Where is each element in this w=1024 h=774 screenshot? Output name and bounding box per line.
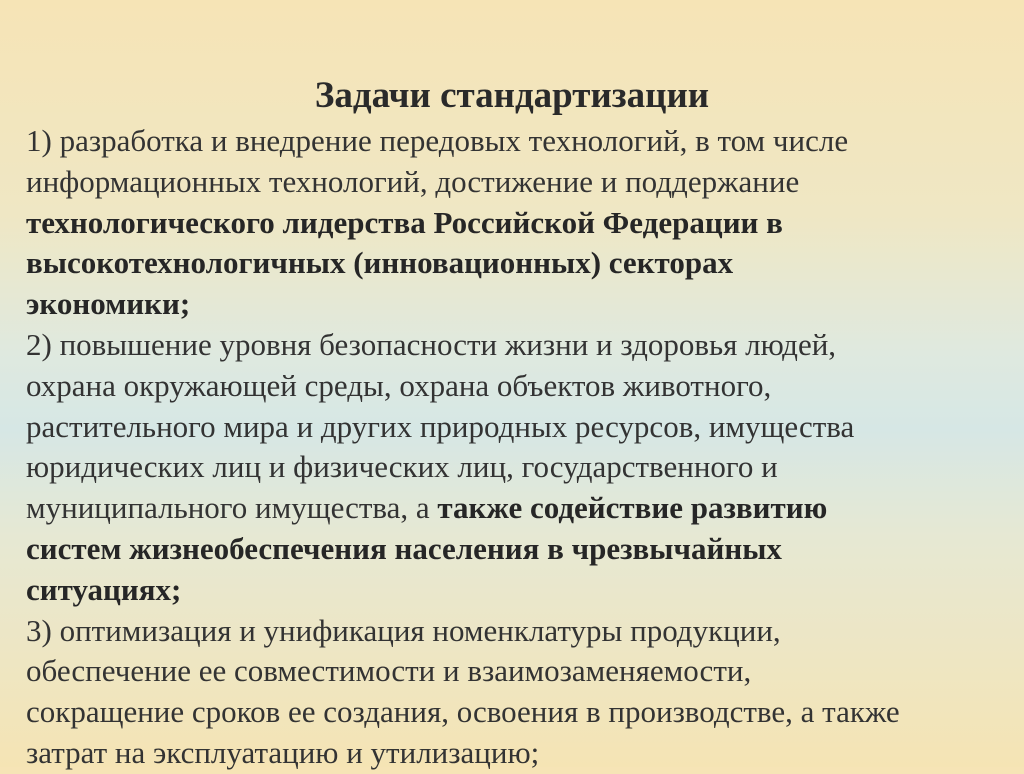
text-line [26, 407, 1001, 448]
text-segment: сокращение сроков ее создания, освоения в производстве, а также [26, 694, 900, 730]
bold-text-segment: технологического лидерства Российской Федерации в [26, 204, 783, 240]
text-line [26, 203, 1001, 244]
text-line [26, 243, 1001, 284]
text-line [26, 447, 1001, 488]
text-line [26, 121, 1001, 162]
bold-text-segment: систем жизнеобеспечения населения в чрезвычайных [26, 530, 782, 566]
text-line [26, 733, 1001, 774]
text-line [26, 611, 1001, 652]
bold-text-segment: также содействие развитию [437, 490, 828, 526]
text-segment: растительного мира и других природных ресурсов, имущества [26, 408, 855, 444]
text-segment: информационных технологий, достижение и поддержание [26, 163, 800, 199]
text-line [26, 570, 1001, 611]
text-line [26, 325, 1001, 366]
text-segment: обеспечение ее совместимости и взаимозаменяемости, [26, 653, 752, 689]
text-line [26, 529, 1001, 570]
text-segment: юридических лиц и физических лиц, государственного и [26, 449, 778, 485]
bold-text-segment: ситуациях; [26, 571, 182, 607]
slide-title: Задачи стандартизации [314, 75, 710, 116]
text-segment: охрана окружающей среды, охрана объектов животного, [26, 367, 772, 403]
bold-text-segment: экономики; [26, 286, 191, 322]
bold-text-segment: высокотехнологичных (инновационных) секторах [26, 245, 734, 281]
text-line [26, 692, 1001, 733]
text-line [26, 488, 1001, 529]
text-segment: 1) разработка и внедрение передовых технологий, в том числе [26, 123, 849, 158]
text-segment: муниципального имущества, а [26, 490, 438, 526]
slide-body [26, 121, 1001, 774]
text-line [26, 366, 1001, 407]
text-segment: 3) оптимизация и унификация номенклатуры продукции, [26, 612, 781, 648]
text-line [26, 284, 1001, 325]
text-line [26, 651, 1001, 692]
text-segment: затрат на эксплуатацию и утилизацию; [26, 734, 540, 770]
text-line [26, 162, 1001, 203]
text-segment: 2) повышение уровня безопасности жизни и здоровья людей, [26, 326, 837, 362]
